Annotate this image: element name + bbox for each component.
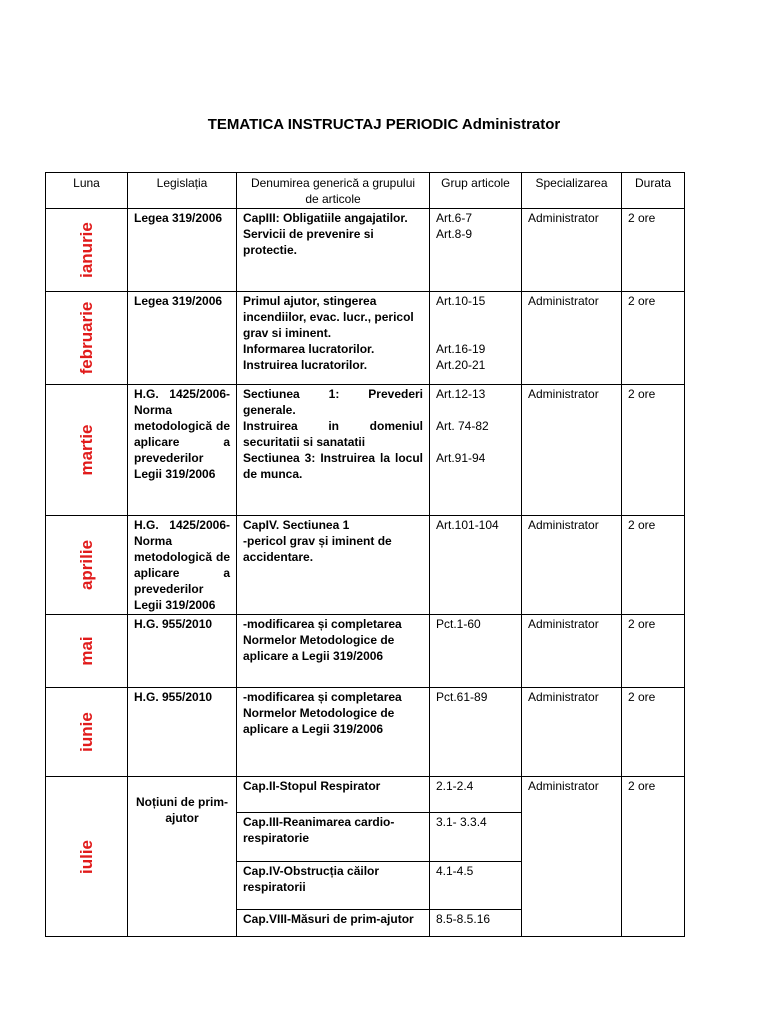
specializarea-cell: Administrator	[522, 516, 622, 615]
header-grup: Grup articole	[430, 173, 522, 209]
grup-cell	[430, 516, 522, 615]
grup-cell: 8.5-8.5.16	[430, 910, 522, 937]
legislatia-cell: H.G. 1425/2006-Norma metodologică de aplicare a prevederilor Legii 319/2006	[128, 516, 237, 615]
specializarea-cell: Administrator	[522, 615, 622, 688]
grup-line: Art. 74-82	[436, 419, 489, 433]
durata-cell: 2 ore	[622, 516, 685, 615]
table-row	[46, 777, 685, 813]
month-cell	[46, 777, 128, 937]
grup-line: Pct.1-60	[436, 617, 481, 631]
denumirea-line: Servicii de prevenire si protectie.	[243, 227, 374, 257]
header-denumirea: Denumirea generică a grupului de articole	[237, 173, 430, 209]
legislatia-cell: H.G. 1425/2006-Norma metodologică de aplicare a prevederilor Legii 319/2006	[128, 385, 237, 516]
grup-cell	[430, 688, 522, 777]
grup-line: Pct.61-89	[436, 690, 488, 704]
grup-cell: 2.1-2.4	[430, 777, 522, 813]
grup-line: Art.101-104	[436, 518, 499, 532]
denumirea-line: -pericol grav și iminent de accidentare.	[243, 534, 392, 564]
denumirea-cell	[237, 516, 430, 615]
denumirea-cell: Cap.IV-Obstrucția căilor respiratorii	[237, 862, 430, 910]
denumirea-cell	[237, 292, 430, 385]
specializarea-cell: Administrator	[522, 209, 622, 292]
denumirea-cell: Cap.III-Reanimarea cardio-respiratorie	[237, 813, 430, 862]
denumirea-line: CapIII: Obligatiile angajatilor.	[243, 211, 408, 225]
grup-cell	[430, 385, 522, 516]
table-row	[46, 292, 685, 385]
denumirea-cell	[237, 385, 430, 516]
grup-line: Art.91-94	[436, 451, 486, 465]
legislatia-cell: H.G. 955/2010	[128, 688, 237, 777]
month-cell	[46, 209, 128, 292]
header-row	[46, 173, 685, 209]
schedule-table	[45, 172, 685, 937]
denumirea-cell	[237, 688, 430, 777]
table-row	[46, 688, 685, 777]
durata-cell: 2 ore	[622, 385, 685, 516]
grup-cell	[430, 209, 522, 292]
denumirea-line: Instruirea in domeniul securitatii si sanatatii	[243, 419, 423, 449]
grup-cell: 3.1- 3.3.4	[430, 813, 522, 862]
denumirea-cell: Cap.VIII-Măsuri de prim-ajutor	[237, 910, 430, 937]
denumirea-line: Instruirea lucratorilor.	[243, 358, 368, 372]
legislatia-cell: Legea 319/2006	[128, 292, 237, 385]
month-label: iunie	[76, 712, 96, 752]
durata-cell: 2 ore	[622, 615, 685, 688]
header-specializarea: Specializarea	[522, 173, 622, 209]
header-legislatia: Legislația	[128, 173, 237, 209]
grup-cell: 4.1-4.5	[430, 862, 522, 910]
durata-cell: 2 ore	[622, 209, 685, 292]
month-label: ianurie	[76, 222, 96, 278]
legislatia-cell	[128, 777, 237, 937]
month-cell	[46, 516, 128, 615]
durata-cell: 2 ore	[622, 688, 685, 777]
grup-line: Art.8-9	[436, 227, 473, 241]
denumirea-line: Informarea lucratorilor.	[243, 342, 375, 356]
specializarea-cell: Administrator	[522, 292, 622, 385]
table-row	[46, 209, 685, 292]
grup-cell	[430, 615, 522, 688]
durata-cell: 2 ore	[622, 292, 685, 385]
denumirea-cell	[237, 209, 430, 292]
specializarea-cell: Administrator	[522, 688, 622, 777]
grup-line: Art.10-15	[436, 294, 486, 308]
denumirea-line: -modificarea și completarea Normelor Metodologice de aplicare a Legii 319/2006	[243, 617, 402, 663]
denumirea-cell: Cap.II-Stopul Respirator	[237, 777, 430, 813]
grup-line: Art.20-21	[436, 358, 486, 372]
denumirea-line: -modificarea și completarea Normelor Metodologice de aplicare a Legii 319/2006	[243, 690, 402, 736]
specializarea-cell: Administrator	[522, 777, 622, 937]
legislatia-cell: H.G. 955/2010	[128, 615, 237, 688]
month-label: mai	[76, 636, 96, 666]
month-label: martie	[76, 424, 96, 476]
month-cell	[46, 385, 128, 516]
month-label: aprilie	[76, 539, 96, 591]
denumirea-line: Primul ajutor, stingerea incendiilor, evac. lucr., pericol grav si iminent.	[243, 294, 414, 340]
grup-cell	[430, 292, 522, 385]
header-durata: Durata	[622, 173, 685, 209]
denumirea-line: CapIV. Sectiunea 1	[243, 518, 350, 532]
specializarea-cell: Administrator	[522, 385, 622, 516]
month-label: iulie	[76, 839, 96, 874]
table-row	[46, 516, 685, 615]
denumirea-line: Sectiunea 1: Prevederi generale.	[243, 387, 423, 417]
month-cell	[46, 292, 128, 385]
page-title: TEMATICA INSTRUCTAJ PERIODIC Administrator	[207, 116, 561, 133]
legislatia-text: Noțiuni de prim-ajutor	[136, 795, 228, 825]
grup-line: Art.12-13	[436, 387, 486, 401]
month-label: februarie	[76, 301, 96, 375]
header-luna: Luna	[46, 173, 128, 209]
grup-line: Art.16-19	[436, 342, 486, 356]
legislatia-cell: Legea 319/2006	[128, 209, 237, 292]
grup-line: Art.6-7	[436, 211, 473, 225]
table-row	[46, 615, 685, 688]
month-cell	[46, 615, 128, 688]
durata-cell: 2 ore	[622, 777, 685, 937]
table-row	[46, 385, 685, 516]
month-cell	[46, 688, 128, 777]
denumirea-cell	[237, 615, 430, 688]
denumirea-line: Sectiunea 3: Instruirea la locul de munca.	[243, 451, 423, 481]
